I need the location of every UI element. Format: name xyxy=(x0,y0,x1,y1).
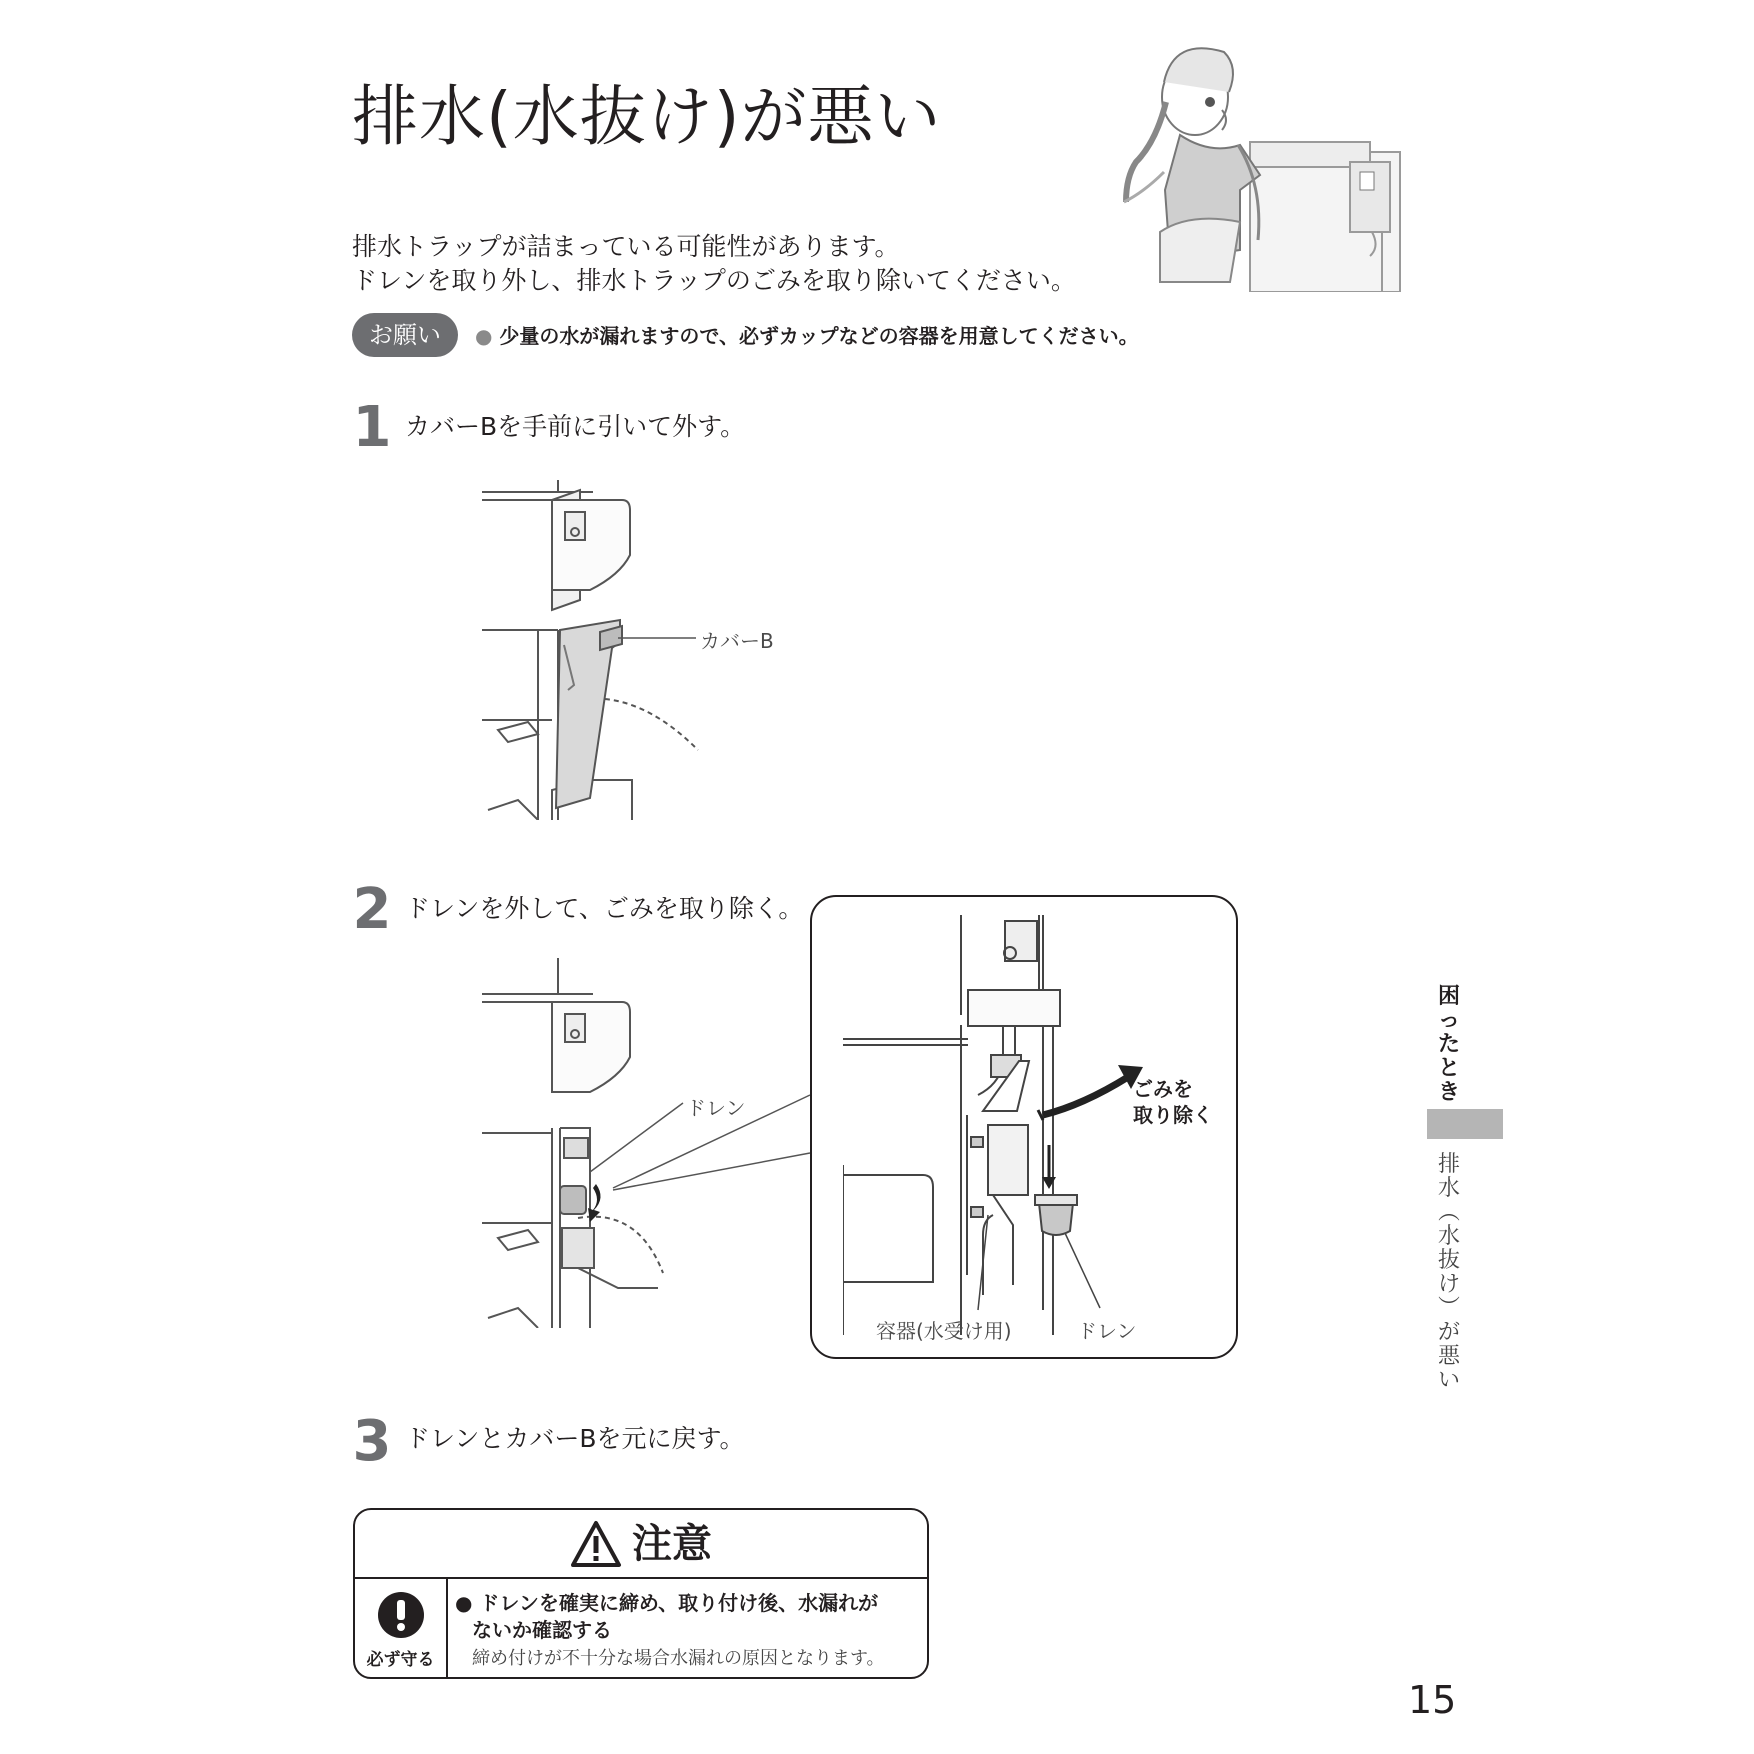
remove-debris-line-2: 取り除く xyxy=(1133,1103,1213,1127)
caution-icon-cell xyxy=(355,1577,448,1679)
step-2-text: ドレンを外して、ごみを取り除く。 xyxy=(405,894,804,923)
exclamation-icon xyxy=(377,1591,425,1639)
label-drain-detail: ドレン xyxy=(1077,1319,1137,1343)
page-title: 排水(水抜け)が悪い xyxy=(352,78,942,155)
sidebar-topic: 排 水 ︵ 水 抜 け ︶ が 悪 い xyxy=(1437,1152,1460,1393)
caution-main-line-1: ドレンを確実に締め、取り付け後、水漏れが xyxy=(479,1591,879,1615)
step-3-text: ドレンとカバーBを元に戻す。 xyxy=(405,1424,745,1453)
step-3-number: 3 xyxy=(352,1409,392,1474)
sidebar-section: 困 っ た と き xyxy=(1437,984,1460,1105)
step-1-number: 1 xyxy=(352,395,392,460)
request-text: 少量の水が漏れますので、必ずカップなどの容器を用意してください。 xyxy=(499,324,1139,348)
caution-main-text xyxy=(455,1590,915,1644)
caution-main-line-2: ないか確認する xyxy=(472,1618,612,1642)
page-number: 15 xyxy=(1408,1678,1457,1722)
remove-debris-label xyxy=(1133,1076,1213,1128)
caution-box xyxy=(353,1508,929,1679)
caution-sub-text: 締め付けが不十分な場合水漏れの原因となります。 xyxy=(472,1648,885,1669)
bullet-icon: ● xyxy=(475,324,493,348)
warning-triangle-icon xyxy=(570,1520,622,1568)
must-follow-label: 必ず守る xyxy=(366,1650,435,1670)
label-drain-step2: ドレン xyxy=(686,1096,746,1120)
sidebar-marker xyxy=(1427,1109,1503,1139)
request-notice xyxy=(475,320,1139,352)
caution-title: 注意 xyxy=(632,1520,712,1567)
caution-header xyxy=(355,1510,927,1579)
caution-body xyxy=(455,1590,915,1674)
step-1-text: カバーBを手前に引いて外す。 xyxy=(405,412,746,441)
girl-illustration xyxy=(1120,22,1410,292)
bullet-icon: ● xyxy=(455,1591,473,1615)
step-2-number: 2 xyxy=(352,877,392,942)
intro-line-2: ドレンを取り外し、排水トラップのごみを取り除いてください。 xyxy=(352,266,1076,295)
label-cover-b: カバーB xyxy=(700,629,774,653)
remove-debris-line-1: ごみを xyxy=(1133,1077,1193,1101)
intro-line-1: 排水トラップが詰まっている可能性があります。 xyxy=(352,232,900,261)
label-container: 容器(水受け用) xyxy=(876,1319,1012,1343)
intro-text xyxy=(352,230,1076,298)
step-2-figure xyxy=(478,958,818,1328)
request-badge: お願い xyxy=(352,313,458,357)
